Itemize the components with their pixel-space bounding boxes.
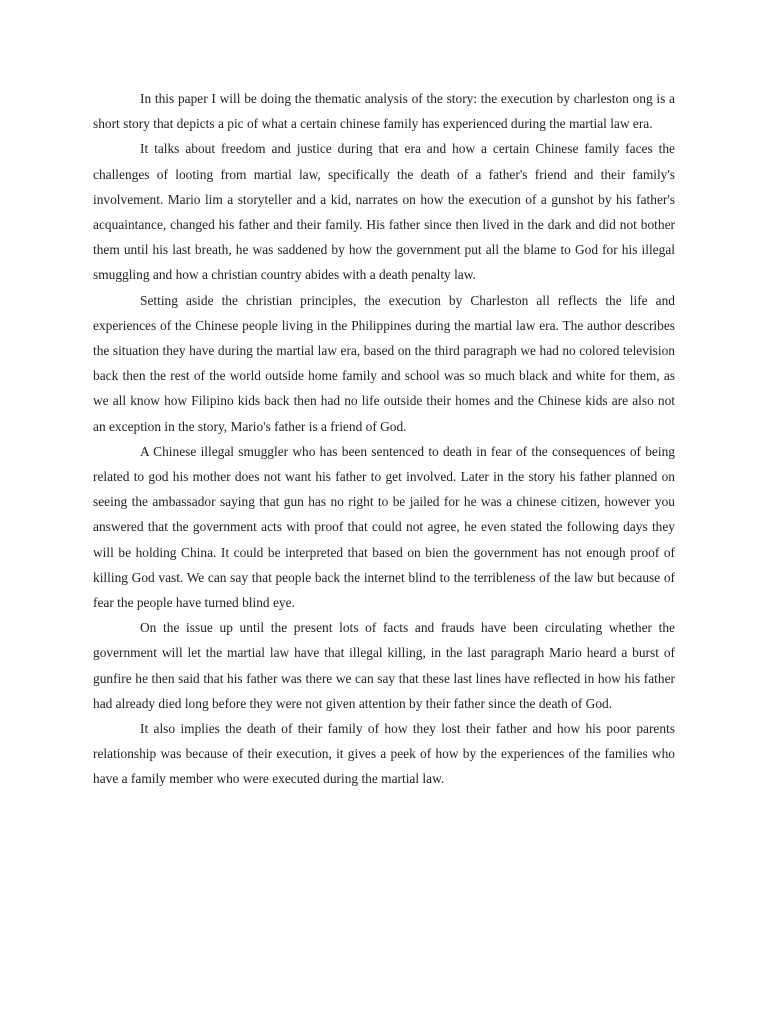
paragraph-1: In this paper I will be doing the thematic analysis of the story: the execution by charleston ong is a short story that depicts a pic of what a certain chinese family has experienced during the martial law era. <box>93 91 675 132</box>
paragraph-2: It talks about freedom and justice during that era and how a certain Chinese family faces the challenges of looting from martial law, specifically the death of a father's friend and their family's involvement. Mario lim a storyteller and a kid, narrates on how the execution of a gunshot by his father's acquaintance, changed his father and their family. His father since then lived in the dark and did not bother them until his last breath, he was saddened by how the government put all the blame to God for his illegal smuggling and how a christian country abides with a death penalty law. <box>93 141 675 283</box>
paragraph-6: It also implies the death of their family of how they lost their father and how his poor parents relationship was because of their execution, it gives a peek of how by the experiences of the families who have a family member who were executed during the martial law. <box>93 721 675 787</box>
paragraph-3: Setting aside the christian principles, the execution by Charleston all reflects the life and experiences of the Chinese people living in the Philippines during the martial law era. The author describes the situation they have during the martial law era, based on the third paragraph we had no colored television back then the rest of the world outside home family and school was so much black and white for them, as we all know how Filipino kids back then had no life outside their homes and the Chinese kids are also not an exception in the story, Mario's father is a friend of God. <box>93 292 675 434</box>
document-body <box>93 86 675 792</box>
paragraph-5: On the issue up until the present lots of facts and frauds have been circulating whether the government will let the martial law have that illegal killing, in the last paragraph Mario heard a burst of gunfire he then said that his father was there we can say that these last lines have reflected in how his father had already died long before they were not given attention by their father since the death of God. <box>93 620 675 711</box>
paragraph-4: A Chinese illegal smuggler who has been sentenced to death in fear of the consequences of being related to god his mother does not want his father to get involved. Later in the story his father planned on seeing the ambassador saying that gun has no right to be jailed for he was a chinese citizen, however you answered that the government acts with proof that could not agree, he even stated the following days they will be holding China. It could be interpreted that based on bien the government has not enough proof of killing God vast. We can say that people back the internet blind to the terribleness of the law but because of fear the people have turned blind eye. <box>93 443 675 611</box>
